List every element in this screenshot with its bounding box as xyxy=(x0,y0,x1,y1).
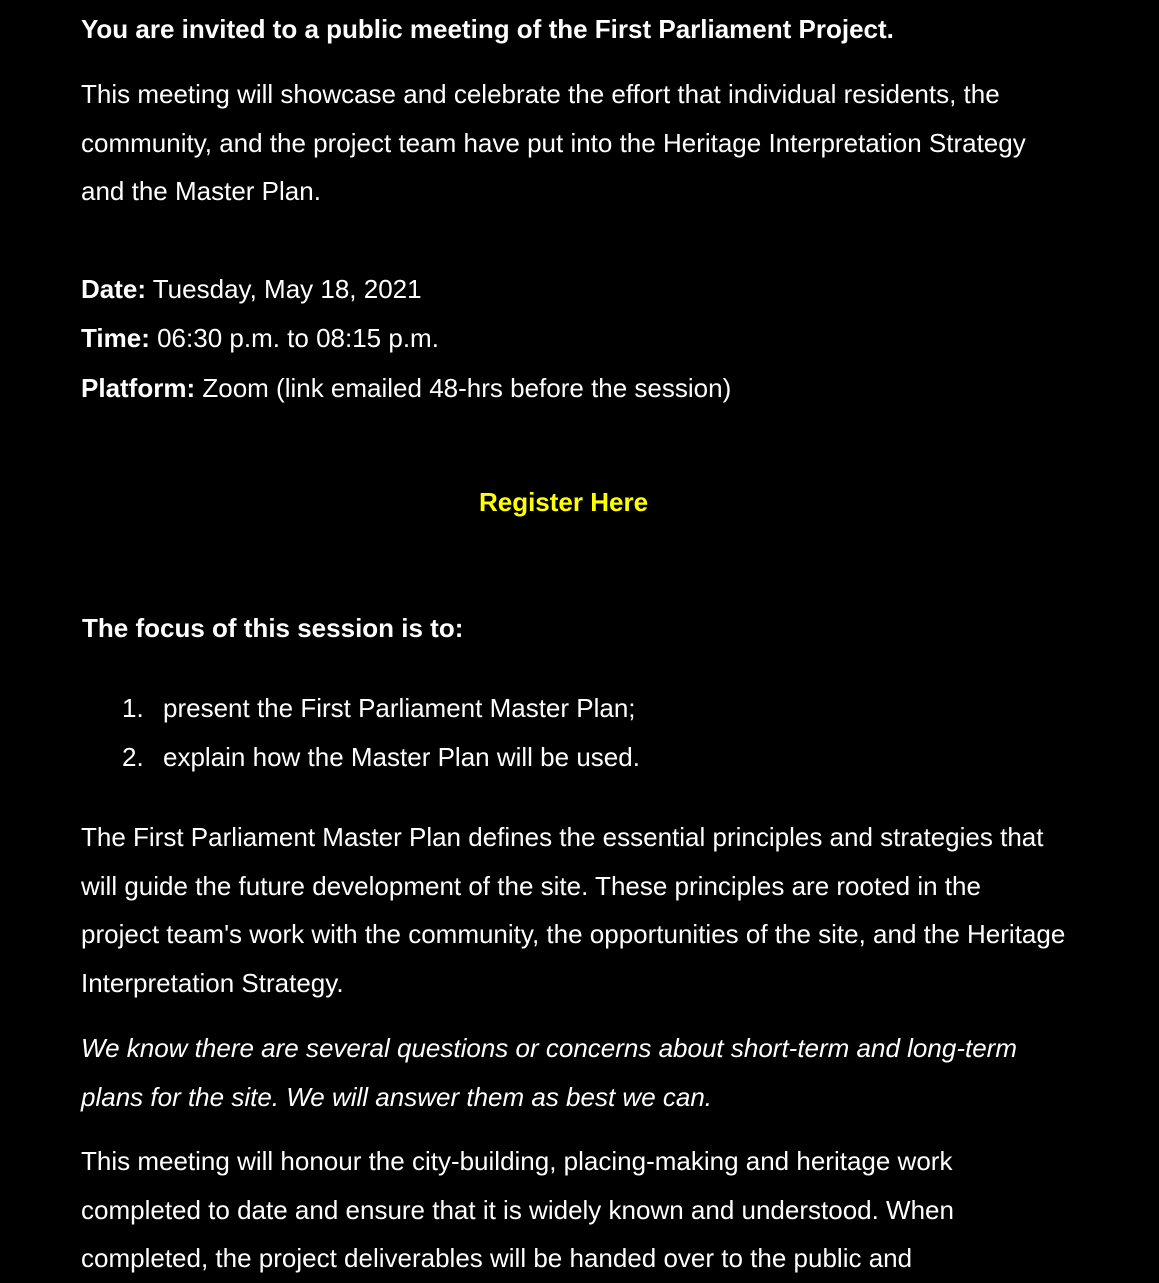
list-item xyxy=(122,692,636,724)
master-plan-paragraph: The First Parliament Master Plan defines the essential principles and strategies that will guide the future development of the site. These principles are rooted in the project team's work with the community, the opportunities of the site, and the Heritage Interpretation Strategy. xyxy=(81,822,1066,998)
list-item xyxy=(122,741,640,773)
meeting-time xyxy=(81,322,439,354)
platform-value: Zoom (link emailed 48-hrs before the session) xyxy=(195,373,732,403)
date-value: Tuesday, May 18, 2021 xyxy=(146,274,422,304)
honour-paragraph: This meeting will honour the city-building, placing-making and heritage work completed to date and ensure that it is widely known and understood. When completed, the project deliverables will be handed over to the public and xyxy=(81,1146,954,1273)
register-link[interactable]: Register Here xyxy=(478,487,649,517)
time-value: 06:30 p.m. to 08:15 p.m. xyxy=(149,323,439,353)
invitation-heading: You are invited to a public meeting of the First Parliament Project. xyxy=(81,14,894,44)
intro-paragraph: This meeting will showcase and celebrate the effort that individual residents, the community, and the project team have put into the Heritage Interpretation Strategy and the Master Plan. xyxy=(81,79,1026,206)
meeting-platform xyxy=(81,372,731,404)
date-label: Date: xyxy=(81,274,147,304)
time-label: Time: xyxy=(81,323,150,353)
focus-heading: The focus of this session is to: xyxy=(82,613,464,643)
list-item-text: explain how the Master Plan will be used. xyxy=(163,742,640,772)
list-item-text: present the First Parliament Master Plan; xyxy=(163,693,636,723)
register-row xyxy=(81,486,1046,518)
meeting-date xyxy=(81,273,422,305)
platform-label: Platform: xyxy=(81,373,196,403)
list-item-number: 2. xyxy=(122,742,144,772)
questions-paragraph: We know there are several questions or concerns about short-term and long-term plans for the site. We will answer them as best we can. xyxy=(81,1033,1017,1112)
list-item-number: 1. xyxy=(122,693,144,723)
